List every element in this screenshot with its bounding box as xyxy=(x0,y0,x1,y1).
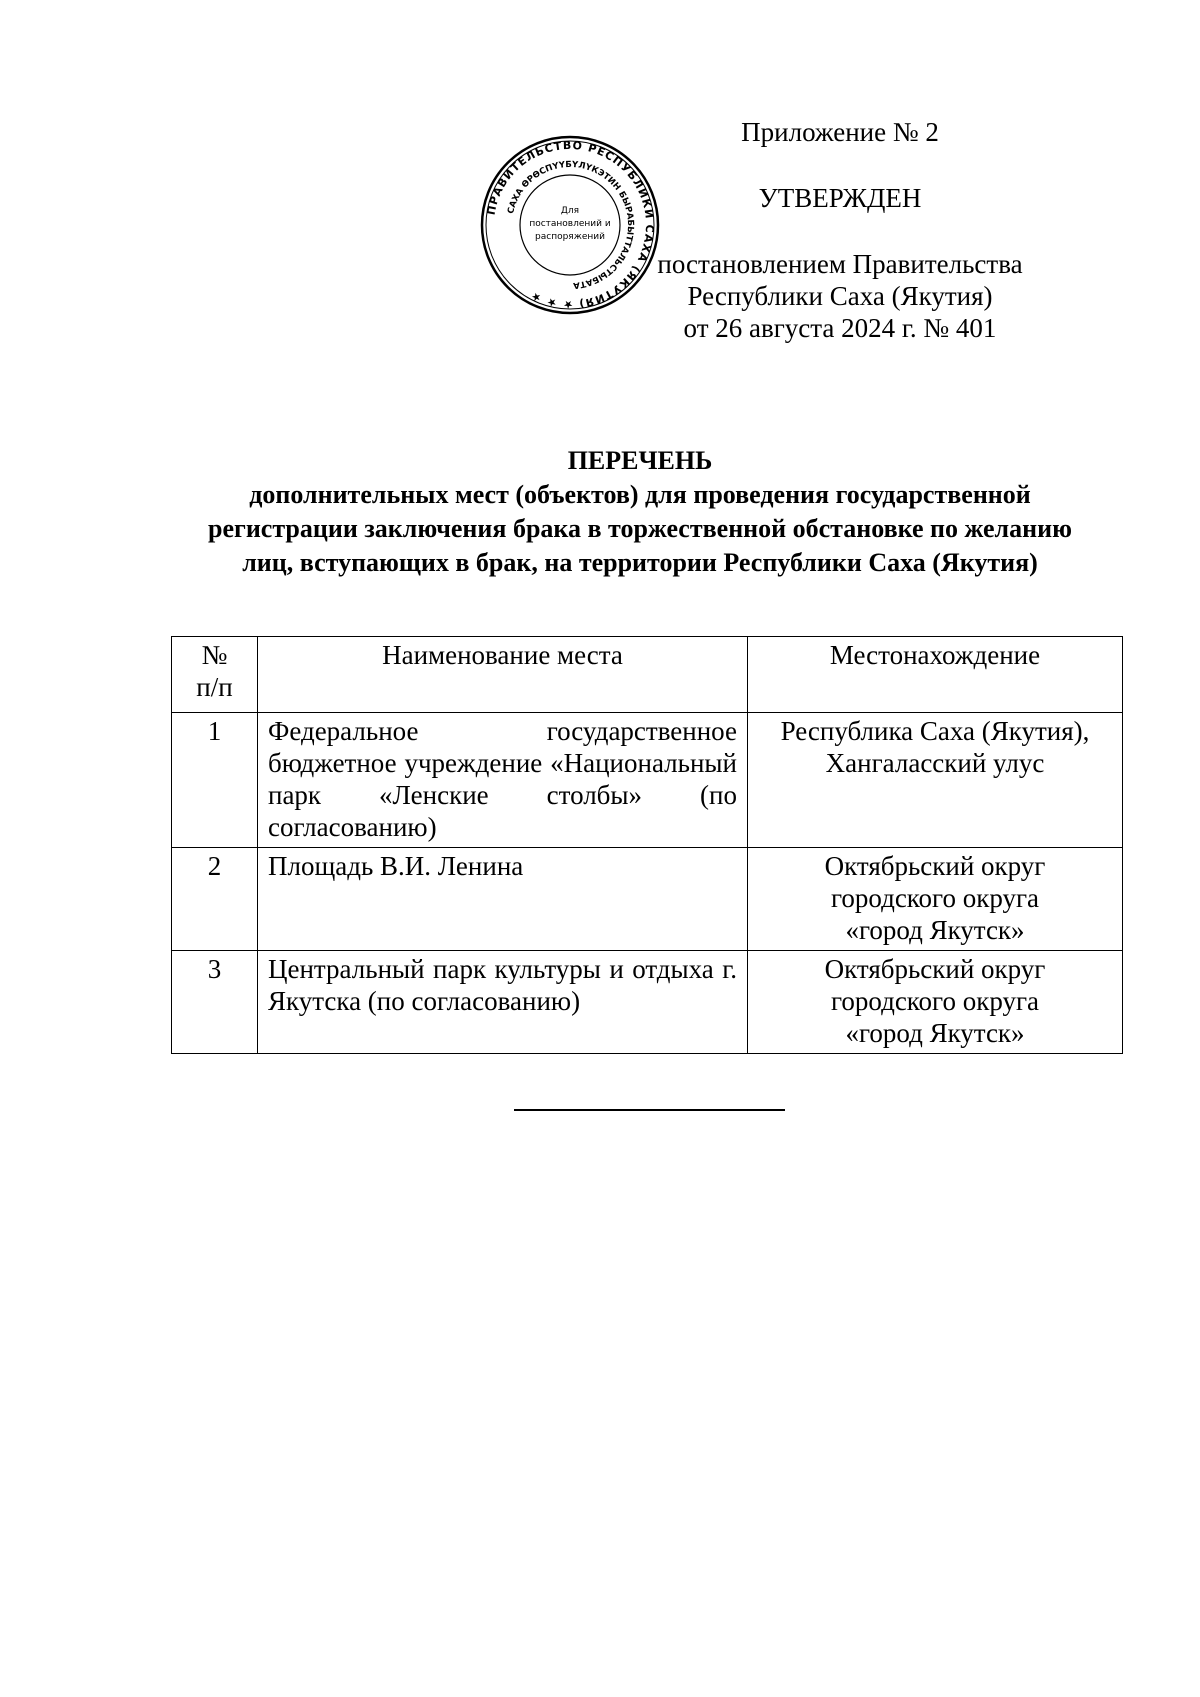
row-place-name: Площадь В.И. Ленина xyxy=(258,848,748,951)
seal-outer-text: ПРАВИТЕЛЬСТВО РЕСПУБЛИКИ САХА (ЯКУТИЯ) ★ ★ ★ xyxy=(484,138,657,312)
row-location xyxy=(748,848,1123,951)
table-row xyxy=(172,848,1123,951)
end-divider xyxy=(514,1109,785,1111)
row-place-name: Федеральное государственное бюджетное учреждение «Национальный парк «Ленские столбы» (по согласованию) xyxy=(258,713,748,848)
official-seal xyxy=(479,134,661,316)
table-row xyxy=(172,713,1123,848)
row-location-line-3: «город Якутск» xyxy=(845,1018,1025,1048)
table-header-row xyxy=(172,637,1123,713)
row-location-line-3: «город Якутск» xyxy=(845,915,1025,945)
appendix-number: Приложение № 2 xyxy=(741,117,939,147)
title-main: ПЕРЕЧЕНЬ xyxy=(567,446,713,475)
row-location-line-2: Хангаласский улус xyxy=(825,748,1045,778)
row-number: 2 xyxy=(172,848,258,951)
places-table xyxy=(171,636,1123,1054)
header-location: Местонахождение xyxy=(748,637,1123,713)
decree-line-1: постановлением Правительства xyxy=(657,249,1023,279)
seal-center-line2: постановлений и xyxy=(529,219,611,229)
decree-line-2: Республики Саха (Якутия) xyxy=(687,281,993,311)
title-line-1: дополнительных мест (объектов) для проведения государственной xyxy=(249,480,1031,509)
document-title xyxy=(160,444,1120,580)
table-row xyxy=(172,951,1123,1054)
header-number xyxy=(172,637,258,713)
approved-label: УТВЕРЖДЕН xyxy=(758,183,922,213)
row-place-name: Центральный парк культуры и отдыха г. Якутска (по согласованию) xyxy=(258,951,748,1054)
row-location-line-1: Октябрьский округ xyxy=(824,851,1046,881)
title-line-3: лиц, вступающих в брак, на территории Республики Саха (Якутия) xyxy=(242,548,1038,577)
row-location-line-2: городского округа xyxy=(830,883,1040,913)
row-number: 3 xyxy=(172,951,258,1054)
seal-center-line1: Для xyxy=(560,206,580,216)
row-location-line-1: Республика Саха (Якутия), xyxy=(780,716,1090,746)
seal-center-line3: распоряжений xyxy=(535,232,605,242)
row-location xyxy=(748,951,1123,1054)
decree-reference xyxy=(640,248,1040,344)
row-location-line-2: городского округа xyxy=(830,986,1040,1016)
header-number-line-2: п/п xyxy=(196,672,233,702)
title-line-2: регистрации заключения брака в торжественной обстановке по желанию xyxy=(208,514,1072,543)
decree-line-3: от 26 августа 2024 г. № 401 xyxy=(683,313,997,343)
header-place-name: Наименование места xyxy=(258,637,748,713)
row-number: 1 xyxy=(172,713,258,848)
row-location xyxy=(748,713,1123,848)
row-location-line-1: Октябрьский округ xyxy=(824,954,1046,984)
seal-inner-text: САХА ӨРӨСПҮҮБҮЛҮКЭТИН БЫРАБЫТТАЛЬСТЫБАТА xyxy=(506,159,636,290)
header-number-line-1: № xyxy=(201,640,228,670)
